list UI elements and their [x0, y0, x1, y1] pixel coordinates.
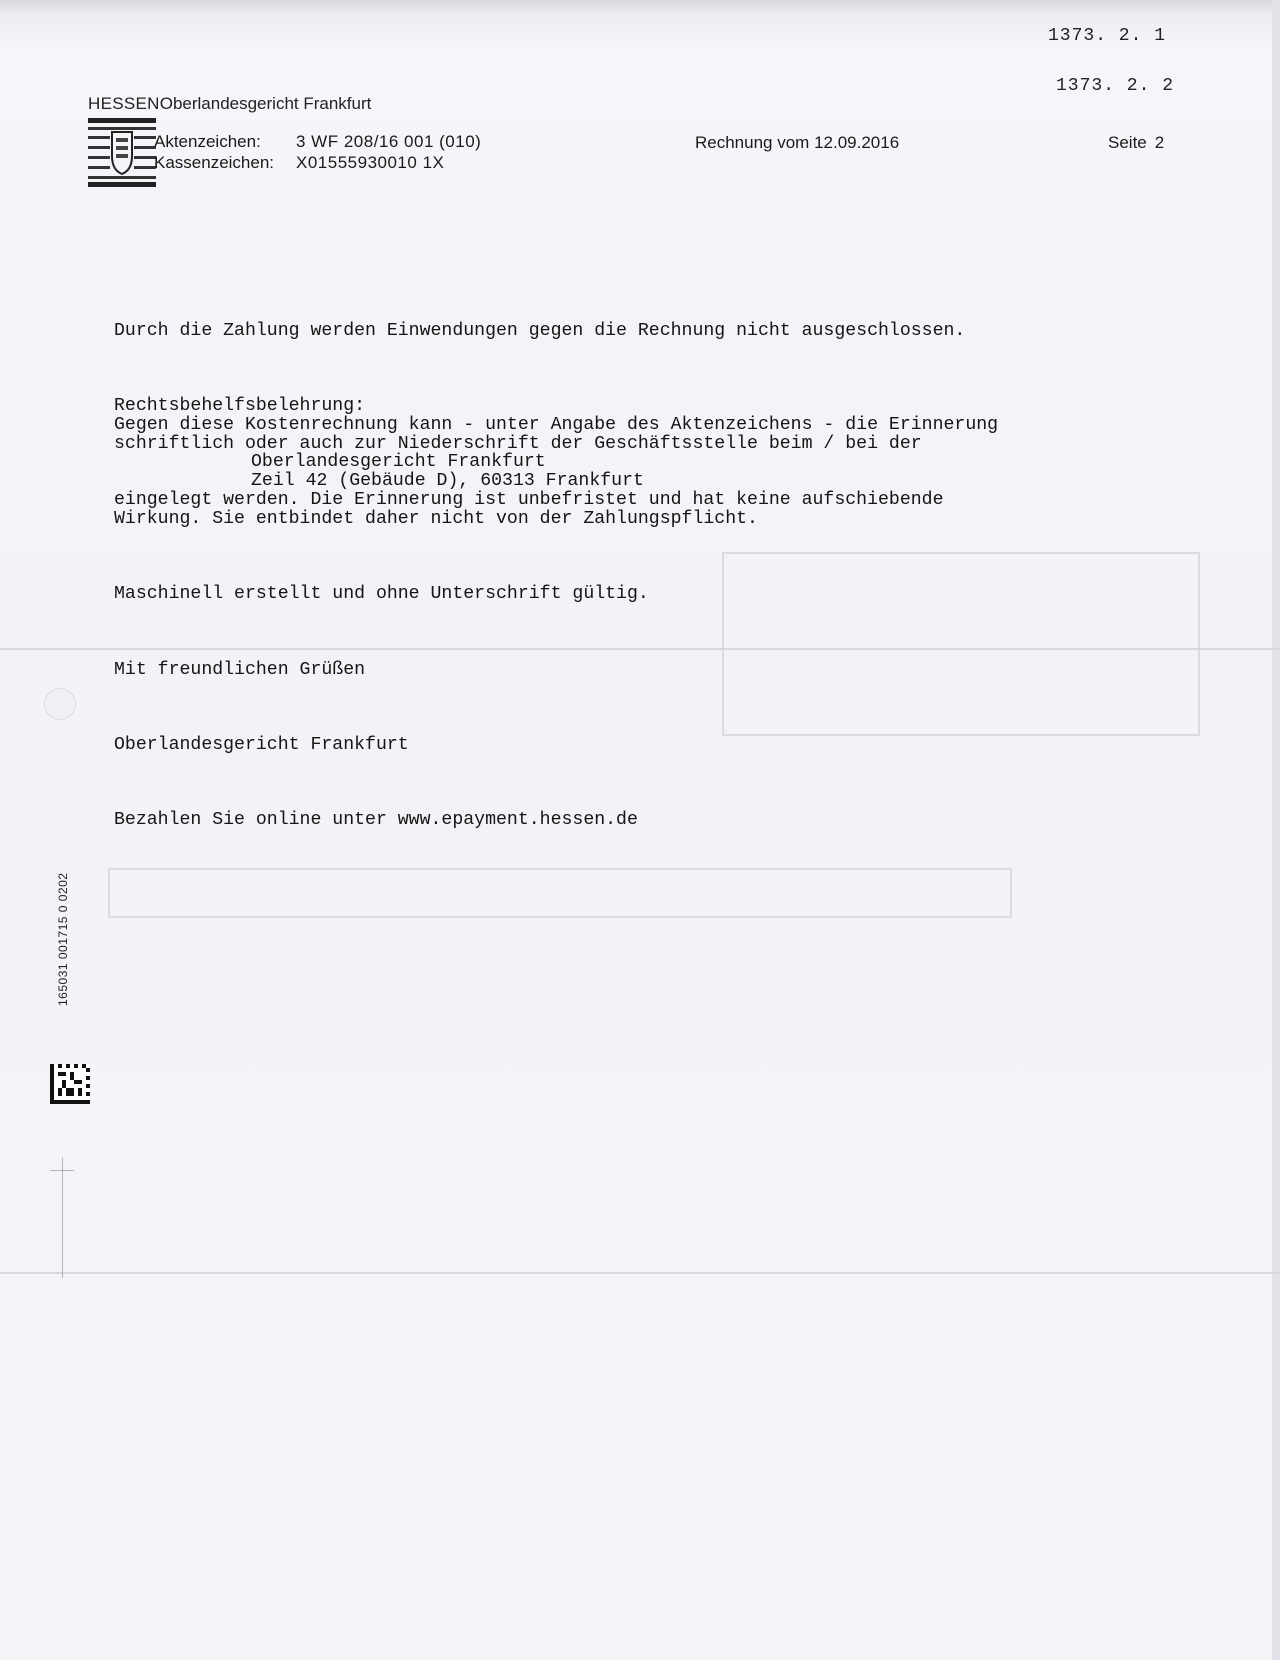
page-indicator: [1108, 133, 1164, 153]
document-number-1: 1373. 2. 1: [1048, 26, 1167, 46]
side-barcode-number: 165031 001715 0 0202: [56, 872, 70, 1006]
hessen-coat-of-arms-icon: [88, 118, 156, 188]
kassenzeichen-label: Kassenzeichen:: [154, 153, 275, 172]
reference-labels: [154, 131, 274, 173]
datamatrix-code-icon: [50, 1064, 90, 1104]
legal-remedy-address: Zeil 42 (Gebäude D), 60313 Frankfurt: [251, 471, 644, 492]
legal-remedy-line: eingelegt werden. Die Erinnerung ist unbefristet und hat keine aufschiebende: [114, 489, 944, 510]
page-number: 2: [1154, 133, 1165, 152]
paper-right-edge: [1272, 0, 1280, 1660]
online-payment-note: Bezahlen Sie online unter www.epayment.hessen.de: [114, 810, 638, 831]
machine-generated-note: Maschinell erstellt und ohne Unterschrift gültig.: [114, 584, 649, 605]
legal-remedy-line: Gegen diese Kostenrechnung kann - unter Angabe des Aktenzeichens - die Erinnerung: [114, 414, 999, 435]
signature-court: Oberlandesgericht Frankfurt: [114, 734, 409, 755]
document-number-2: 1373. 2. 2: [1056, 76, 1175, 96]
invoice-date: Rechnung vom 12.09.2016: [695, 133, 900, 152]
letter-body: [114, 284, 1174, 887]
objection-note: Durch die Zahlung werden Einwendungen gegen die Rechnung nicht ausgeschlossen.: [114, 320, 966, 341]
court-name: Oberlandesgericht Frankfurt: [159, 94, 372, 113]
legal-remedy-court: Oberlandesgericht Frankfurt: [251, 452, 546, 473]
state-wordmark: HESSEN: [88, 94, 160, 113]
reference-values: [296, 131, 481, 173]
fold-mark: [62, 1158, 63, 1278]
kassenzeichen-value: X01555930010 1X: [296, 153, 445, 172]
aktenzeichen-label: Aktenzeichen:: [154, 132, 261, 151]
punch-hole: [44, 688, 76, 720]
paper-fold: [0, 1272, 1280, 1274]
closing-greeting: Mit freundlichen Grüßen: [114, 659, 366, 680]
legal-remedy-line: Wirkung. Sie entbindet daher nicht von der Zahlungspflicht.: [114, 508, 758, 529]
fold-mark: [50, 1170, 74, 1171]
legal-remedy-heading: Rechtsbehelfsbelehrung:: [114, 395, 366, 416]
letterhead: [88, 94, 371, 114]
legal-remedy-line: schriftlich oder auch zur Niederschrift der Geschäftsstelle beim / bei der: [114, 433, 922, 454]
page-label: Seite: [1108, 133, 1147, 152]
aktenzeichen-value: 3 WF 208/16 001 (010): [296, 132, 482, 151]
legal-remedy-section: [114, 397, 1174, 529]
